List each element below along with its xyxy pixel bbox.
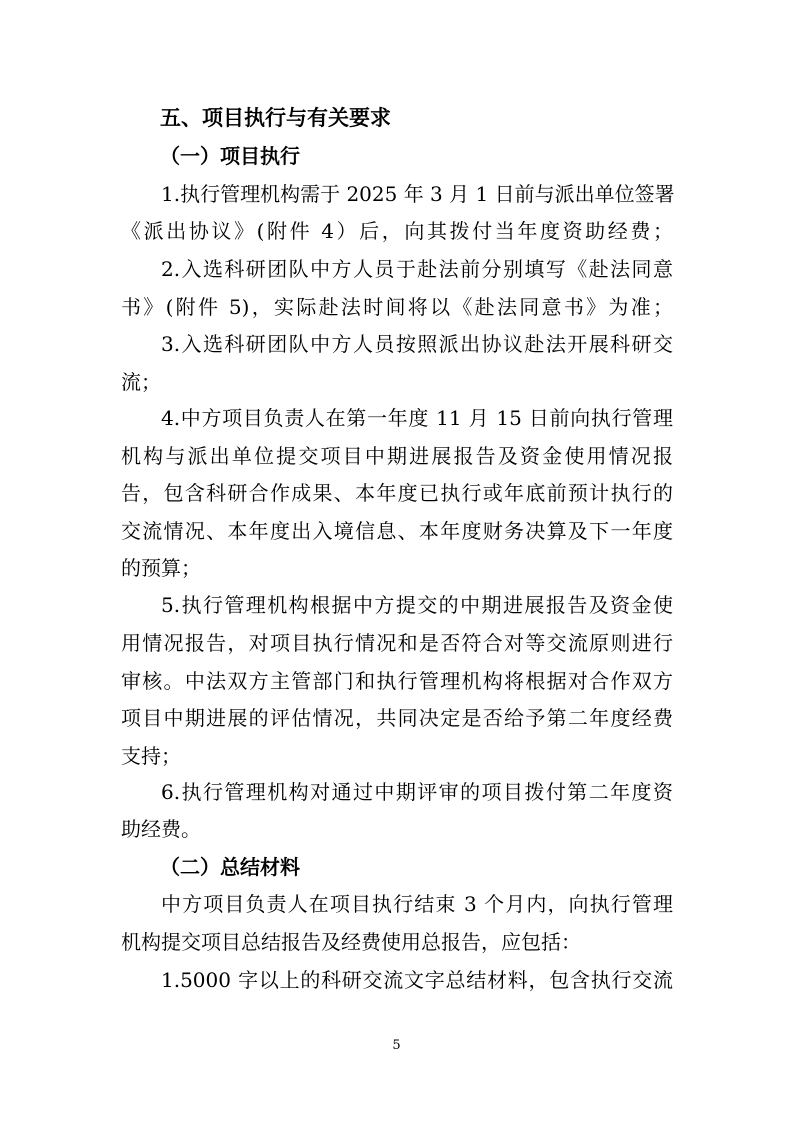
paragraph-line: 流； (121, 370, 161, 394)
paragraph-line: 用情况报告，对项目执行情况和是否符合对等交流原则进行 (121, 631, 673, 655)
paragraph-line: 支持； (121, 744, 181, 768)
paragraph-line: 的预算； (121, 556, 201, 580)
paragraph-line: 机构与派出单位提交项目中期进展报告及资金使用情况报 (121, 444, 673, 468)
paragraph-line: 机构提交项目总结报告及经费使用总报告，应包括： (121, 930, 581, 954)
paragraph-line: 交流情况、本年度出入境信息、本年度财务决算及下一年度 (121, 519, 673, 543)
paragraph-line: 中方项目负责人在项目执行结束 3 个月内，向执行管理 (161, 892, 673, 916)
paragraph-line: 5.执行管理机构根据中方提交的中期进展报告及资金使 (161, 593, 673, 617)
paragraph-line: 1.5000 字以上的科研交流文字总结材料，包含执行交流 (161, 968, 673, 992)
subsection-title-summary: （二）总结材料 (160, 855, 300, 879)
paragraph-line: 2.入选科研团队中方人员于赴法前分别填写《赴法同意 (161, 257, 673, 281)
paragraph-line: 审核。中法双方主管部门和执行管理机构将根据对合作双方 (121, 669, 673, 693)
paragraph-line: 书》(附件 5)，实际赴法时间将以《赴法同意书》为准； (121, 295, 673, 319)
page-number: 5 (392, 1038, 401, 1053)
paragraph-line: 4.中方项目负责人在第一年度 11 月 15 日前向执行管理 (161, 406, 673, 430)
paragraph-line: 6.执行管理机构对通过中期评审的项目拨付第二年度资 (161, 780, 673, 804)
paragraph-line: 告，包含科研合作成果、本年度已执行或年底前预计执行的 (121, 481, 673, 505)
paragraph-line: 3.入选科研团队中方人员按照派出协议赴法开展科研交 (161, 332, 673, 356)
paragraph-line: 项目中期进展的评估情况，共同决定是否给予第二年度经费 (121, 706, 673, 730)
section-title: 五、项目执行与有关要求 (160, 105, 391, 130)
paragraph-line: 1.执行管理机构需于 2025 年 3 月 1 日前与派出单位签署 (161, 182, 675, 206)
paragraph-line: 《派出协议》(附件 4）后，向其拨付当年度资助经费； (121, 219, 673, 243)
subsection-title-execution: （一）项目执行 (160, 144, 300, 168)
paragraph-line: 助经费。 (121, 817, 201, 841)
